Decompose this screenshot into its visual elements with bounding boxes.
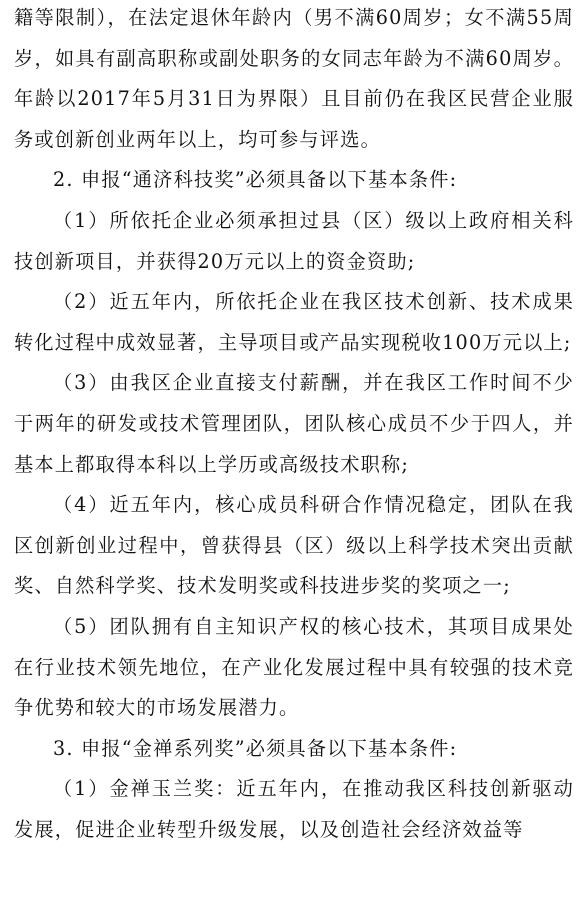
condition-5-core-technology: （5）团队拥有自主知识产权的核心技术，其项目成果处在行业技术领先地位，在产业化发展过程中具有较强的技术竞争优势和较大的市场发展潜力。 bbox=[14, 614, 574, 720]
heading-jinchan-award-conditions: 3. 申报“金禅系列奖”必须具备以下基本条件: bbox=[53, 736, 458, 760]
condition-2-tax-revenue: （2）近五年内，所依托企业在我区技术创新、技术成果转化过程中成效显著，主导项目或产品实现税收100万元以上; bbox=[14, 290, 574, 354]
heading-tongji-award-conditions: 2. 申报“通济科技奖”必须具备以下基本条件: bbox=[53, 168, 458, 192]
condition-3-team-composition: （3）由我区企业直接支付薪酬，并在我区工作时间不少于两年的研发或技术管理团队，团队核心成员不少于四人，并基本上都取得本科以上学历或高级技术职称; bbox=[14, 371, 574, 476]
condition-4-awards: （4）近五年内，核心成员科研合作情况稳定，团队在我区创新创业过程中，曾获得县（区）级以上科学技术突出贡献奖、自然科学奖、技术发明奖或科技进步奖的奖项之一; bbox=[14, 493, 574, 598]
condition-1-project-funding: （1）所依托企业必须承担过县（区）级以上政府相关科技创新项目，并获得20万元以上的资金资助; bbox=[14, 208, 574, 273]
jinchan-yulan-award-condition: （1）金禅玉兰奖：近五年内，在推动我区科技创新驱动发展，促进企业转型升级发展，以及创造社会经济效益等 bbox=[14, 777, 574, 841]
paragraph-eligibility-continued: 籍等限制），在法定退休年龄内（男不满60周岁；女不满55周岁，如具有副高职称或副处职务的女同志年龄为不满60周岁。年龄以2017年5月31日为界限）且目前仍在我区民营企业服务或创新创业两年以上，均可参与评选。 bbox=[14, 6, 574, 151]
